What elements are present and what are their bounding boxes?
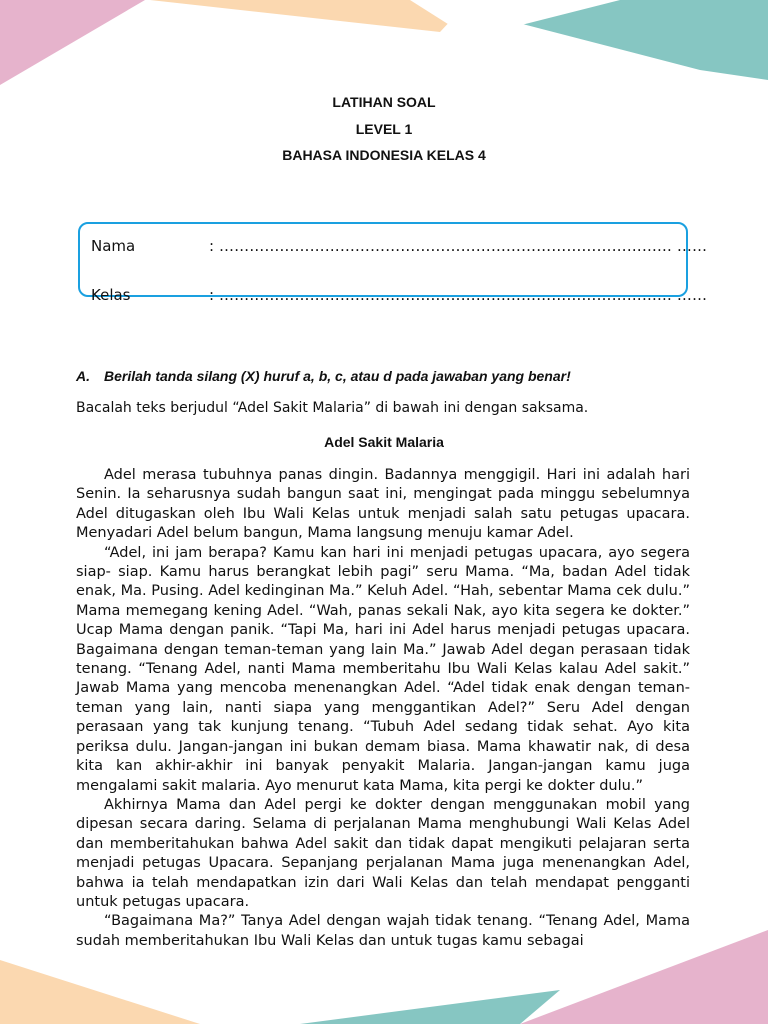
nama-dotted-line[interactable]: : ……………………………………………………………………………… …… xyxy=(209,237,708,255)
story-paragraph-2: “Adel, ini jam berapa? Kamu kan hari ini menjadi petugas upacara, ayo segera siap- siap. Kamu harus berangkat lebih pagi” seru Mama. “Ma, badan Adel tidak enak, Ma. Pusing. Adel kedinginan Ma.” Keluh Adel. “Hah, sebentar Mama cek dulu.” Mama memegang kening Adel. “Wah, panas sekali Nak, ayo kita segera ke dokter.” Ucap Mama dengan panik. “Tapi Ma, hari ini Adel harus menjadi petugas upacara. Bagaimana dengan teman-teman yang lain Ma.” Jawab Adel degan perasaan tidak tenang. “Tenang Adel, nanti Mama memberitahu Ibu Wali Kelas kalau Adel sakit.” Jawab Mama yang mencoba menenangkan Adel. “Adel tidak enak dengan teman-teman yang lain, nanti siapa yang menggantikan Adel?” Seru Adel dengan perasaan yang tak kunjung tenang. “Tubuh Adel sedang tidak sehat. Ayo kita periksa dulu. Jangan-jangan ini bukan demam biasa. Mama khawatir nak, di desa kita kan akhir-akhir ini banyak penyakit Malaria. Jangan-jangan kamu juga mengalami sakit malaria. Ayo menurut kata Mama, kita pergi ke dokter dulu.” xyxy=(76,544,690,794)
title-latihan-soal: LATIHAN SOAL xyxy=(332,94,436,110)
section-instruction xyxy=(76,368,571,384)
section-number: A. xyxy=(76,368,90,384)
story-paragraph-4: “Bagaimana Ma?” Tanya Adel dengan wajah tidak tenang. “Tenang Adel, Mama sudah memberitahukan Ibu Wali Kelas dan untuk tugas kamu sebagai xyxy=(76,913,690,949)
story-title: Adel Sakit Malaria xyxy=(324,434,444,450)
kelas-label: Kelas xyxy=(91,286,131,304)
kelas-dotted-line[interactable]: : ……………………………………………………………………………… …… xyxy=(209,286,708,304)
instruction-text: Berilah tanda silang (X) huruf a, b, c, atau d pada jawaban yang benar! xyxy=(104,368,571,384)
story-paragraph-3: Akhirnya Mama dan Adel pergi ke dokter dengan menggunakan mobil yang dipesan secara daring. Selama di perjalanan Mama menghubungi Wali Kelas Adel dan memberitahukan bahwa Adel sakit dan tidak dapat mengikuti pelajaran serta menjadi petugas Upacara. Sepanjang perjalanan Mama juga menenangkan Adel, bahwa ia telah mendapatkan izin dari Wali Kelas dan telah mendapat pengganti untuk petugas upacara. xyxy=(76,796,690,910)
kelas-field[interactable] xyxy=(91,285,707,305)
title-level: LEVEL 1 xyxy=(355,121,413,137)
story-text xyxy=(76,466,690,951)
nama-label: Nama xyxy=(91,237,136,255)
story-paragraph-1: Adel merasa tubuhnya panas dingin. Badannya menggigil. Hari ini adalah hari Senin. Ia seharusnya sudah bangun saat ini, mengingat pada minggu sebelumnya Adel ditugaskan oleh Ibu Wali Kelas untuk menjadi salah satu petugas upacara. Menyadari Adel belum bangun, Mama langsung menuju kamar Adel. xyxy=(76,467,690,542)
title-subject: BAHASA INDONESIA KELAS 4 xyxy=(282,147,486,163)
reading-intro: Bacalah teks berjudul “Adel Sakit Malaria” di bawah ini dengan saksama. xyxy=(76,400,589,416)
nama-field[interactable] xyxy=(91,236,707,256)
